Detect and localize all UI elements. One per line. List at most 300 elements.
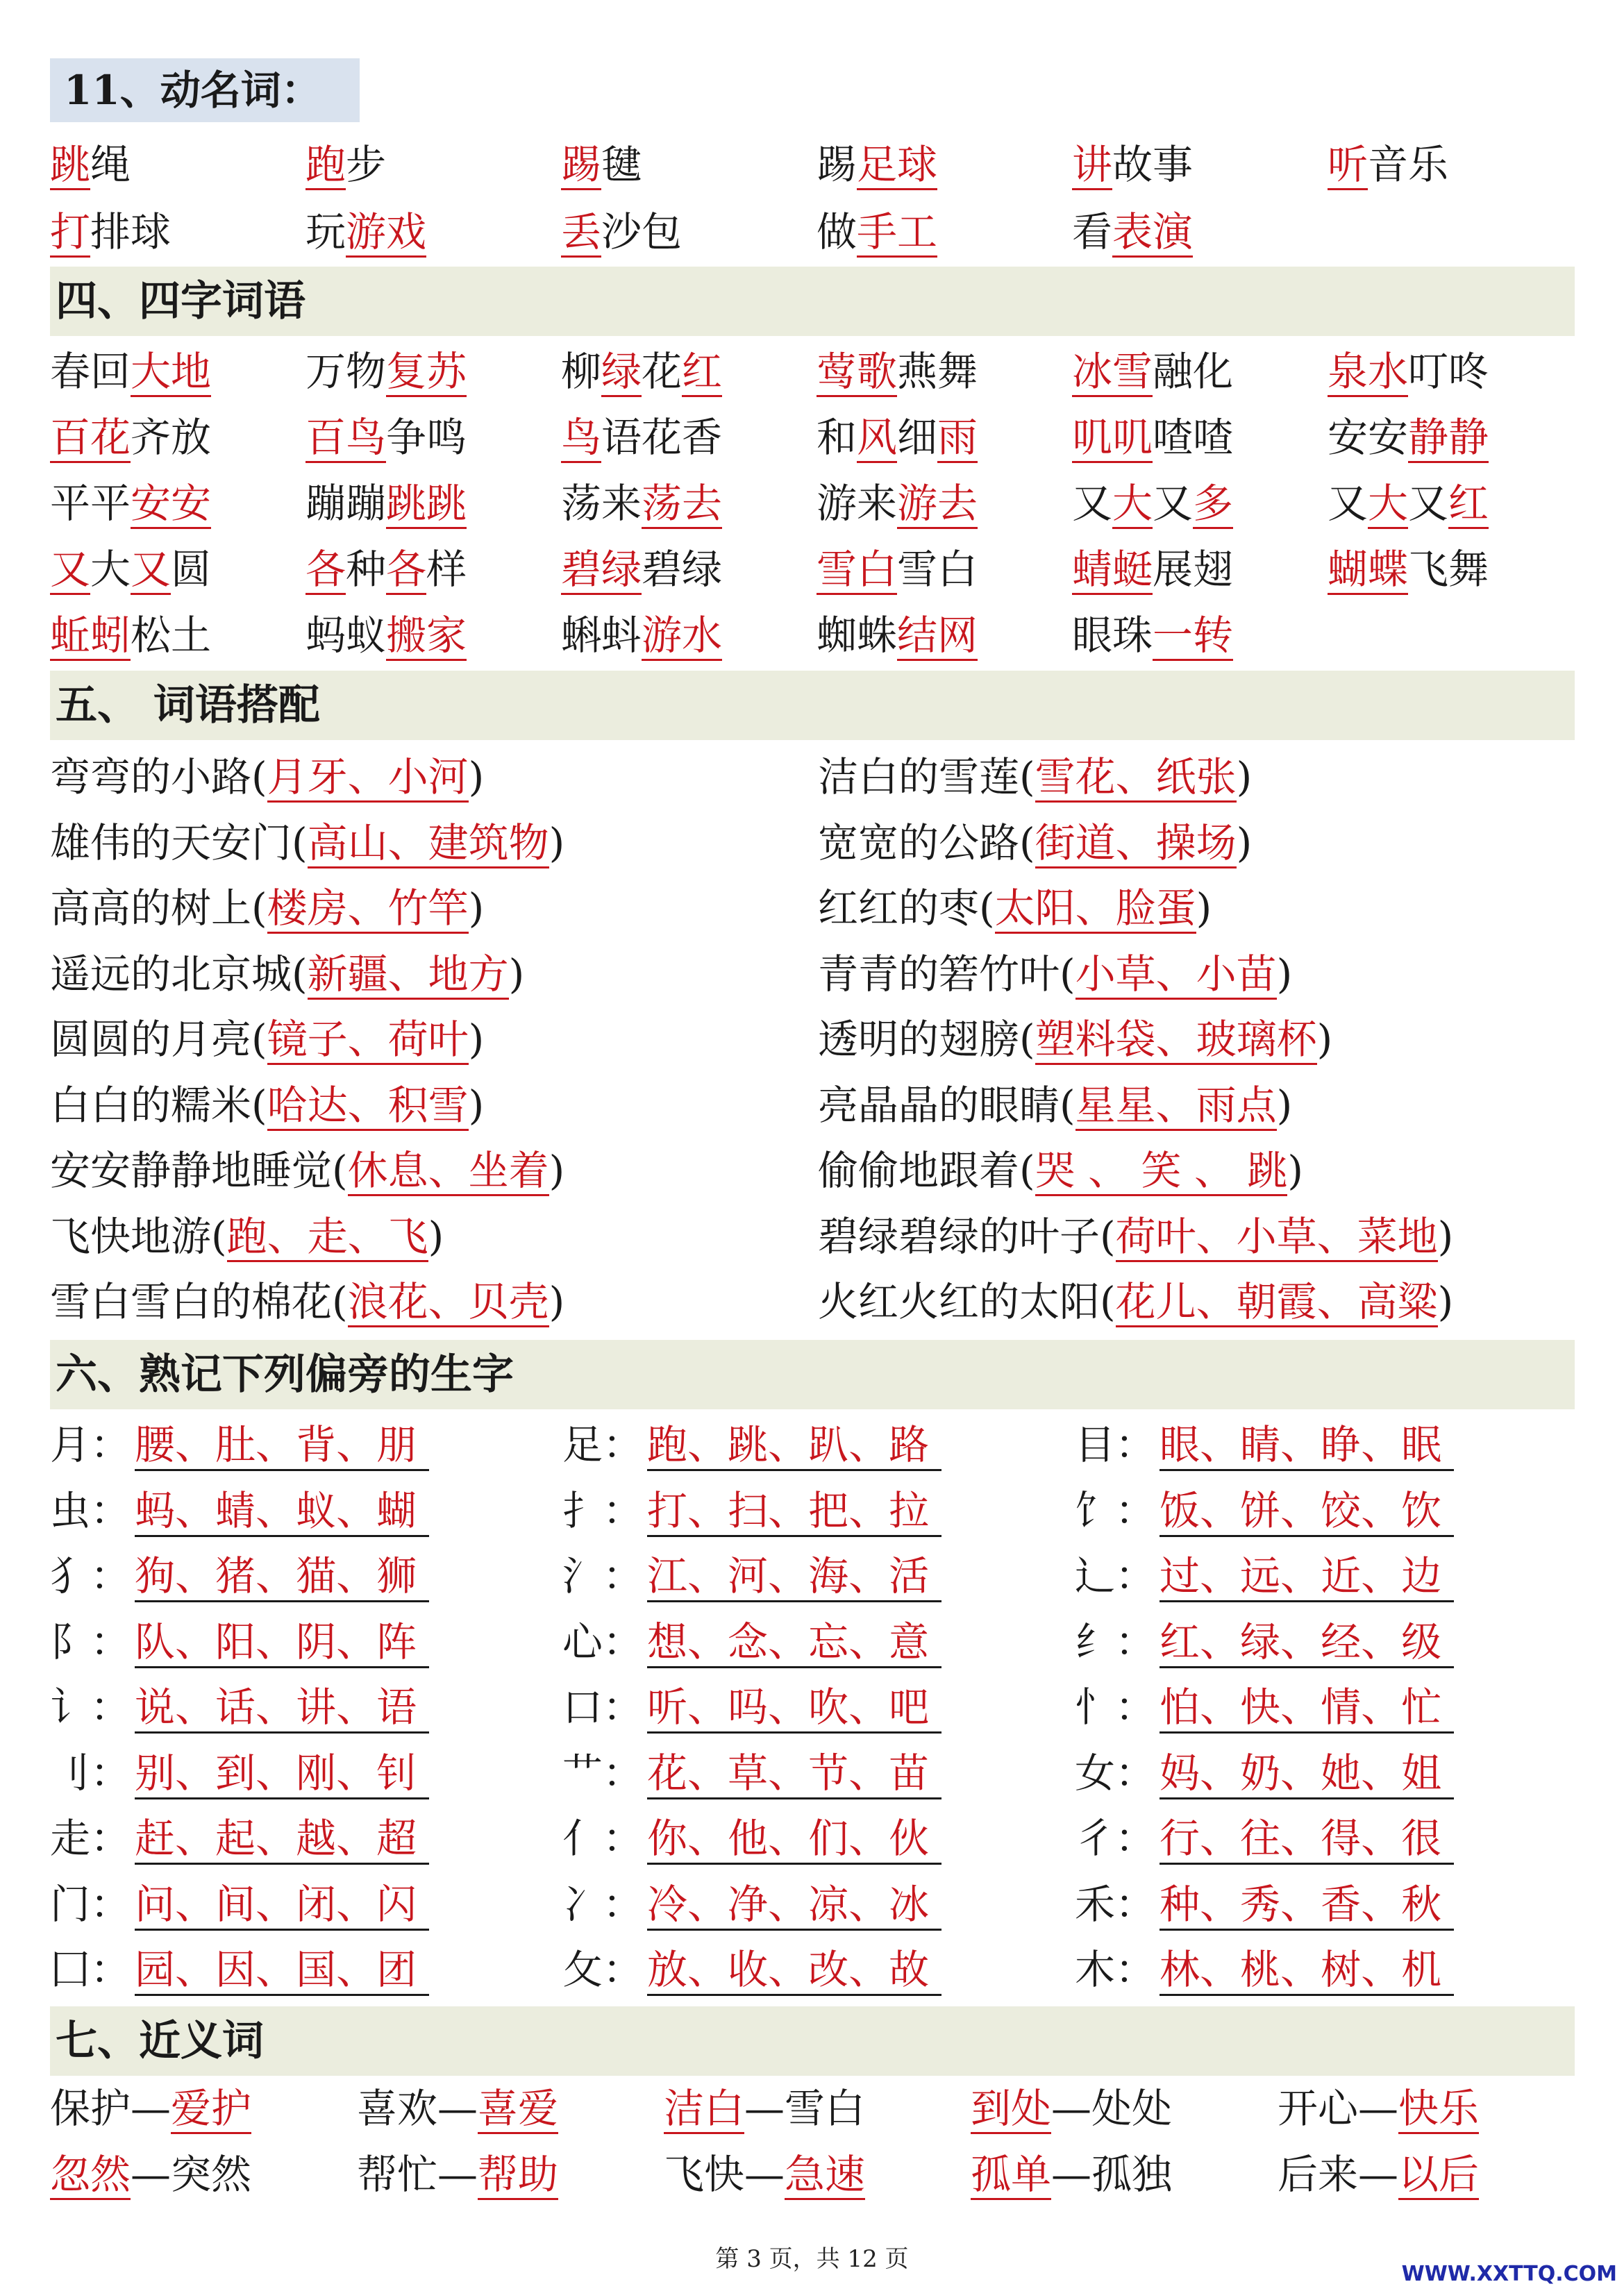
radical-characters — [1160, 1552, 1454, 1602]
given-word: 帮忙— — [357, 2151, 478, 2198]
word-item — [817, 472, 978, 535]
pairing-close: ) — [508, 950, 525, 998]
radical-char: 眠 — [1401, 1421, 1442, 1468]
separator: 、 — [256, 1946, 296, 1993]
radical-characters — [647, 1749, 941, 1799]
pairing-item — [50, 1205, 444, 1268]
word-item — [1328, 406, 1489, 469]
radical-item — [50, 1611, 429, 1673]
separator: 、 — [1280, 1946, 1321, 1993]
given-text: 蚂蚁 — [305, 612, 387, 659]
pairing-phrase: 雄伟的天安门( — [50, 819, 308, 866]
word-item — [817, 604, 978, 666]
separator: 、 — [1280, 1486, 1321, 1534]
radical-characters — [647, 1683, 941, 1734]
pairing-answer: 哭 、 笑 、 跳 — [1035, 1147, 1288, 1196]
given-word: 后来— — [1278, 2151, 1399, 2198]
separator: 、 — [1200, 1486, 1241, 1534]
separator: 、 — [1280, 1749, 1321, 1797]
separator: 、 — [256, 1880, 296, 1928]
radical-char: 江 — [647, 1552, 688, 1600]
radical-characters — [1160, 1486, 1454, 1537]
radical-char: 听 — [647, 1684, 688, 1731]
separator: 、 — [256, 1749, 296, 1797]
verb-noun-row — [50, 201, 1575, 263]
separator: 、 — [256, 1486, 296, 1534]
separator: 、 — [175, 1684, 216, 1731]
given-text: 飞舞 — [1408, 546, 1489, 593]
given-text: 又 — [1072, 480, 1113, 527]
answer-text: 手工 — [857, 208, 937, 258]
radical-characters — [647, 1814, 941, 1865]
radical-item — [50, 1545, 429, 1607]
radical-char: 肚 — [215, 1421, 256, 1468]
radical-char: 树 — [1321, 1946, 1362, 1993]
verb-noun-row — [50, 133, 1575, 196]
radical-char: 起 — [215, 1815, 256, 1862]
answer-text: 听 — [1328, 141, 1368, 190]
given-text: 万物 — [305, 348, 387, 395]
radical-char: 睛 — [1240, 1421, 1281, 1468]
given-text: 又 — [1408, 480, 1449, 527]
word-item — [1328, 340, 1489, 403]
given-text: 蹦蹦 — [305, 480, 387, 527]
radical-char: 她 — [1321, 1749, 1362, 1797]
radical-char: 妈 — [1160, 1749, 1200, 1797]
radical-row — [50, 1938, 1575, 2001]
radical-char: 过 — [1160, 1552, 1200, 1600]
answer-word: 洁白 — [664, 2085, 744, 2134]
given-text: 平平 — [50, 480, 131, 527]
given-text: 绳 — [90, 141, 131, 188]
radical-item — [1075, 1676, 1454, 1738]
radical-char: 往 — [1240, 1815, 1281, 1862]
given-text: 沙包 — [601, 208, 683, 255]
pairing-answer: 浪花、贝壳 — [348, 1278, 549, 1327]
answer-text: 跳 — [50, 141, 90, 190]
radical-char: 很 — [1401, 1815, 1442, 1862]
pairing-close: ) — [468, 1016, 485, 1063]
given-text: 春回 — [50, 348, 131, 395]
pairing-close: ) — [1437, 1212, 1454, 1260]
separator: 、 — [175, 1880, 216, 1928]
given-word: —孤独 — [1051, 2151, 1173, 2198]
pairing-phrase: 弯弯的小路( — [50, 753, 267, 800]
radical-label: 忄： — [1075, 1684, 1156, 1731]
answer-word: 帮助 — [478, 2151, 558, 2200]
pairing-item — [50, 1139, 564, 1202]
radical-label: 亻： — [562, 1815, 644, 1862]
radical-char: 忘 — [808, 1618, 849, 1665]
radical-row — [50, 1413, 1575, 1476]
synonym-pair — [1278, 2077, 1479, 2140]
pairing-close: ) — [1196, 884, 1212, 932]
synonym-pair — [664, 2143, 865, 2206]
pairing-answer: 塑料袋、玻璃杯 — [1035, 1016, 1317, 1065]
answer-text: 蝴蝶 — [1328, 546, 1408, 595]
word-item — [50, 538, 211, 601]
pairing-close: ) — [1236, 819, 1253, 866]
radical-item — [562, 1807, 941, 1870]
radical-char: 冷 — [647, 1880, 688, 1928]
radical-char: 吧 — [889, 1684, 930, 1731]
four-char-row — [50, 406, 1575, 469]
pairing-answer: 花儿、朝霞、高粱 — [1116, 1278, 1438, 1327]
radical-item — [1075, 1479, 1454, 1542]
word-item — [305, 340, 467, 403]
pairing-item — [818, 1008, 1332, 1071]
separator: 、 — [175, 1749, 216, 1797]
pairing-item — [818, 877, 1212, 939]
radical-char: 念 — [728, 1618, 769, 1665]
pairing-phrase: 红红的枣( — [818, 884, 995, 932]
radical-char: 狮 — [376, 1552, 417, 1600]
pairing-answer: 镜子、荷叶 — [267, 1016, 469, 1065]
pairing-phrase: 火红火红的太阳( — [818, 1278, 1116, 1325]
radical-char: 你 — [647, 1815, 688, 1862]
radical-characters — [135, 1945, 429, 1996]
pairing-answer: 楼房、竹竿 — [267, 884, 469, 934]
answer-text: 跳跳 — [386, 480, 467, 529]
given-text: 又 — [1328, 480, 1368, 527]
radical-char: 蜻 — [215, 1486, 256, 1534]
separator: 、 — [768, 1749, 809, 1797]
radical-char: 睁 — [1321, 1421, 1362, 1468]
watermark: WWW.XXTTQ.COM — [1401, 2262, 1617, 2286]
given-text: 做 — [817, 208, 857, 255]
separator: 、 — [1200, 1618, 1241, 1665]
separator: 、 — [1361, 1552, 1402, 1600]
radical-label: 门： — [50, 1880, 131, 1928]
answer-text: 百鸟 — [305, 414, 386, 463]
answer-text: 雪白 — [817, 546, 897, 595]
radical-char: 种 — [1160, 1880, 1200, 1928]
pairing-item — [50, 943, 524, 1005]
radical-label: 禾： — [1075, 1880, 1156, 1928]
given-word: —处处 — [1051, 2085, 1173, 2132]
radical-characters — [647, 1880, 941, 1931]
radical-row — [50, 1611, 1575, 1673]
pairing-phrase: 偷偷地跟着( — [818, 1147, 1035, 1194]
separator: 、 — [256, 1618, 296, 1665]
radical-characters — [135, 1880, 429, 1931]
separator: 、 — [336, 1749, 377, 1797]
radical-item — [562, 1479, 941, 1542]
given-text: 争鸣 — [386, 414, 467, 461]
radical-char: 姐 — [1401, 1749, 1442, 1797]
given-text: 毽 — [601, 141, 642, 188]
radical-char: 因 — [215, 1946, 256, 1993]
answer-text: 复苏 — [386, 348, 467, 397]
separator: 、 — [848, 1684, 889, 1731]
answer-text: 又 — [50, 546, 90, 595]
radical-item — [562, 1676, 941, 1738]
answer-text: 雨 — [937, 414, 978, 463]
synonym-pair — [971, 2077, 1172, 2140]
radical-char: 刚 — [296, 1749, 337, 1797]
radical-char: 路 — [889, 1421, 930, 1468]
pairing-answer: 休息、坐着 — [348, 1147, 549, 1196]
pairing-phrase: 遥远的北京城( — [50, 950, 308, 998]
pairing-item — [50, 1074, 484, 1136]
radical-row — [50, 1676, 1575, 1738]
answer-text: 表演 — [1112, 208, 1193, 258]
pairing-phrase: 宽宽的公路( — [818, 819, 1035, 866]
answer-text: 又 — [131, 546, 171, 595]
radical-char: 腰 — [135, 1421, 176, 1468]
radical-char: 饮 — [1401, 1486, 1442, 1534]
separator: 、 — [336, 1421, 377, 1468]
pairing-close: ) — [468, 753, 485, 800]
radical-characters — [135, 1486, 429, 1537]
separator: 、 — [1361, 1618, 1402, 1665]
separator: 、 — [768, 1880, 809, 1928]
given-text: 安安 — [1328, 414, 1409, 461]
radical-char: 边 — [1401, 1552, 1442, 1600]
radical-char: 阳 — [215, 1618, 256, 1665]
answer-text: 风 — [857, 414, 897, 463]
radical-char: 远 — [1240, 1552, 1281, 1600]
answer-word: 到处 — [971, 2085, 1051, 2134]
section-heading-synonyms: 七、近义词 — [50, 2006, 1575, 2076]
radical-item — [562, 1413, 941, 1476]
pairing-phrase: 洁白的雪莲( — [818, 753, 1035, 800]
separator: 、 — [687, 1946, 728, 1993]
given-text: 松土 — [131, 612, 212, 659]
radical-char: 绿 — [1240, 1618, 1281, 1665]
pairing-close: ) — [428, 1212, 444, 1260]
radical-char: 把 — [808, 1486, 849, 1534]
answer-text: 游水 — [642, 612, 722, 661]
pairing-close: ) — [549, 1278, 565, 1325]
separator: 、 — [175, 1552, 216, 1600]
separator: 、 — [768, 1815, 809, 1862]
radical-char: 蝴 — [376, 1486, 417, 1534]
pairing-row — [50, 1205, 1575, 1268]
separator: 、 — [768, 1421, 809, 1468]
radical-label: 饣： — [1075, 1486, 1156, 1534]
word-item — [817, 340, 978, 403]
radical-char: 闪 — [376, 1880, 417, 1928]
radical-label: 足： — [562, 1421, 644, 1468]
radical-char: 河 — [728, 1552, 769, 1600]
separator: 、 — [848, 1946, 889, 1993]
given-text: 玩 — [305, 208, 346, 255]
given-text: 又 — [1153, 480, 1194, 527]
pairing-close: ) — [1276, 1081, 1293, 1129]
separator: 、 — [336, 1552, 377, 1600]
section-heading-word-pairing: 五、 词语搭配 — [50, 671, 1575, 740]
pairing-answer: 小草、小苗 — [1075, 950, 1277, 1000]
radical-char: 级 — [1401, 1618, 1442, 1665]
radical-characters — [1160, 1880, 1454, 1931]
radical-char: 情 — [1321, 1684, 1362, 1731]
radical-char: 猫 — [296, 1552, 337, 1600]
radical-label: 木： — [1075, 1946, 1156, 1993]
answer-text: 大 — [1112, 480, 1153, 529]
pairing-item — [50, 1270, 564, 1333]
radical-char: 放 — [647, 1946, 688, 1993]
section-heading-four-char: 四、四字词语 — [50, 267, 1575, 336]
separator: 、 — [1280, 1421, 1321, 1468]
radical-char: 园 — [135, 1946, 176, 1993]
separator: 、 — [256, 1684, 296, 1731]
answer-text: 多 — [1193, 480, 1233, 529]
pairing-item — [818, 1270, 1453, 1333]
radical-characters — [647, 1420, 941, 1471]
separator: 、 — [848, 1552, 889, 1600]
separator: 、 — [687, 1749, 728, 1797]
given-text: 眼珠 — [1072, 612, 1153, 659]
radical-item — [562, 1873, 941, 1936]
pairing-answer: 月牙、小河 — [267, 753, 469, 803]
answer-text: 丢 — [561, 208, 601, 258]
pairing-phrase: 雪白雪白的棉花( — [50, 1278, 348, 1325]
radical-char: 海 — [808, 1552, 849, 1600]
radical-item — [50, 1413, 429, 1476]
word-item — [1328, 133, 1448, 196]
radical-label: 刂： — [50, 1749, 131, 1797]
word-item — [817, 538, 978, 601]
answer-word: 爱护 — [171, 2085, 251, 2134]
radical-row — [50, 1873, 1575, 1936]
given-text: 燕舞 — [897, 348, 978, 395]
radical-characters — [1160, 1945, 1454, 1996]
pairing-item — [818, 943, 1292, 1005]
radical-char: 秀 — [1240, 1880, 1281, 1928]
radical-char: 饭 — [1160, 1486, 1200, 1534]
pairing-answer: 哈达、积雪 — [267, 1082, 469, 1131]
separator: 、 — [848, 1421, 889, 1468]
pairing-phrase: 亮晶晶的眼睛( — [818, 1081, 1075, 1129]
radical-char: 忙 — [1401, 1684, 1442, 1731]
radical-characters — [647, 1486, 941, 1537]
word-item — [50, 472, 211, 535]
word-item — [1072, 406, 1233, 469]
pairing-close: ) — [549, 819, 565, 866]
radical-label: 阝： — [50, 1618, 131, 1665]
radical-label: 辶： — [1075, 1552, 1156, 1600]
given-text: 花 — [642, 348, 683, 395]
answer-text: 鸟 — [561, 414, 601, 463]
pairing-item — [50, 1008, 484, 1071]
radical-char: 快 — [1240, 1684, 1281, 1731]
radical-item — [562, 1938, 941, 2001]
radical-item — [1075, 1413, 1454, 1476]
pairing-item — [50, 812, 564, 874]
answer-text: 搬家 — [386, 612, 467, 661]
answer-word: 孤单 — [971, 2151, 1051, 2200]
word-item — [305, 201, 426, 263]
radical-char: 队 — [135, 1618, 176, 1665]
separator: 、 — [1280, 1815, 1321, 1862]
radical-label: 心： — [562, 1618, 644, 1665]
radical-char: 团 — [376, 1946, 417, 1993]
pairing-row — [50, 1008, 1575, 1071]
given-text: 音乐 — [1368, 141, 1449, 188]
radical-item — [50, 1742, 429, 1804]
radical-characters — [1160, 1618, 1454, 1668]
given-text: 齐放 — [131, 414, 212, 461]
radical-char: 到 — [215, 1749, 256, 1797]
word-item — [305, 604, 467, 666]
radical-characters — [135, 1749, 429, 1799]
radical-item — [1075, 1742, 1454, 1804]
pairing-phrase: 安安静静地睡觉( — [50, 1147, 348, 1194]
given-text: 荡来 — [561, 480, 642, 527]
word-item — [817, 201, 937, 263]
radical-characters — [647, 1618, 941, 1668]
radical-item — [50, 1938, 429, 2001]
radical-characters — [135, 1552, 429, 1602]
pairing-item — [818, 1139, 1303, 1202]
given-text: 碧绿 — [642, 546, 723, 593]
given-text: 排球 — [90, 208, 171, 255]
four-char-row — [50, 340, 1575, 403]
separator: 、 — [256, 1421, 296, 1468]
answer-text: 讲 — [1072, 141, 1112, 190]
word-item — [561, 406, 722, 469]
separator: 、 — [336, 1618, 377, 1665]
radical-char: 冰 — [889, 1880, 930, 1928]
radical-item — [50, 1807, 429, 1870]
answer-word: 喜爱 — [478, 2085, 558, 2134]
radical-char: 近 — [1321, 1552, 1362, 1600]
word-item — [561, 472, 722, 535]
radical-char: 阵 — [376, 1618, 417, 1665]
radical-char: 想 — [647, 1618, 688, 1665]
word-item — [305, 133, 386, 196]
word-item — [1072, 340, 1233, 403]
radical-characters — [135, 1814, 429, 1865]
radical-char: 行 — [1160, 1815, 1200, 1862]
word-item — [50, 604, 211, 666]
answer-text: 叽叽 — [1072, 414, 1153, 463]
separator: 、 — [768, 1486, 809, 1534]
radical-characters — [135, 1683, 429, 1734]
separator: 、 — [1280, 1684, 1321, 1731]
separator: 、 — [175, 1421, 216, 1468]
answer-text: 踢 — [561, 141, 601, 190]
radical-char: 别 — [135, 1749, 176, 1797]
separator: 、 — [336, 1684, 377, 1731]
separator: 、 — [1361, 1946, 1402, 1993]
synonym-pair — [50, 2077, 251, 2140]
radical-item — [562, 1611, 941, 1673]
answer-text: 百花 — [50, 414, 131, 463]
radical-item — [1075, 1611, 1454, 1673]
answer-text: 各 — [386, 546, 426, 595]
radical-characters — [135, 1618, 429, 1668]
radical-char: 香 — [1321, 1880, 1362, 1928]
given-text: 蜘蛛 — [817, 612, 898, 659]
radical-label: 囗： — [50, 1946, 131, 1993]
radical-char: 净 — [728, 1880, 769, 1928]
radical-label: 女： — [1075, 1749, 1156, 1797]
pairing-answer: 星星、雨点 — [1075, 1082, 1277, 1131]
answer-text: 打 — [50, 208, 90, 258]
radical-char: 阴 — [296, 1618, 337, 1665]
sub-heading-verb-nouns: 11、动名词： — [50, 58, 360, 122]
word-item — [817, 133, 937, 196]
radical-char: 说 — [135, 1684, 176, 1731]
pairing-item — [818, 746, 1252, 808]
radical-item — [50, 1479, 429, 1542]
pairing-item — [50, 877, 484, 939]
separator: 、 — [1361, 1815, 1402, 1862]
radical-char: 怕 — [1160, 1684, 1200, 1731]
radical-row — [50, 1742, 1575, 1804]
